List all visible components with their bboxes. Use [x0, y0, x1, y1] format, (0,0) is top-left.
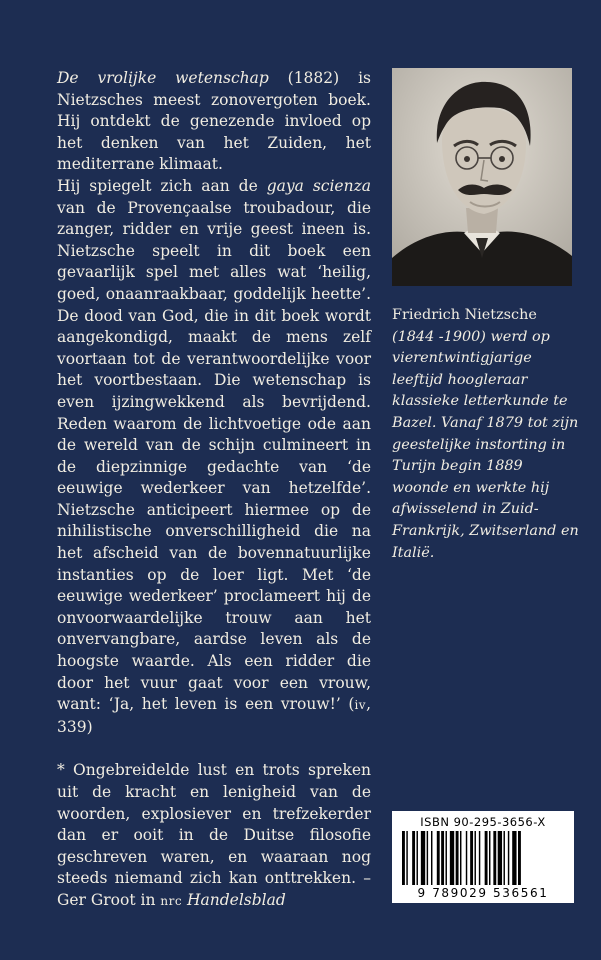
- barcode-bar: [427, 831, 428, 885]
- barcode-bar: [437, 831, 440, 885]
- barcode-bar: [431, 831, 432, 885]
- barcode-bar: [460, 831, 461, 885]
- barcode-bar: [518, 831, 521, 885]
- intro-paragraph: De vrolijke wetenschap (1882) is Nietzsches meest zonovergoten boek. Hij ontdekt de genezende invloed op het denken van het Zuiden, het mediterrane klimaat.: [57, 69, 371, 174]
- barcode-bar: [470, 831, 473, 885]
- nietzsche-portrait: [392, 68, 572, 286]
- isbn-barcode: [392, 811, 574, 903]
- barcode-bar: [406, 831, 407, 885]
- barcode-bar: [504, 831, 505, 885]
- book-title: De vrolijke wetenschap: [57, 69, 269, 87]
- author-caption: [392, 305, 582, 564]
- author-name: Friedrich Nietzsche: [392, 307, 537, 323]
- press-quote: * Ongebreidelde lust en trots spreken uit de kracht en lenigheid van de woorden, explosiever en trefzekerder dan er ooit in de Duitse filosofie geschreven waren, en waaraan nog steeds niemand zich kan onttrekken. – Ger Groot in nrc Handelsblad: [57, 761, 371, 909]
- barcode-bar: [417, 831, 418, 885]
- barcode-bar: [412, 831, 415, 885]
- body-paragraph: Hij spiegelt zich aan de gaya scienza van de Provençaalse troubadour, die zanger, ridder en vrije geest ineen is. Nietzsche speelt in dit boek een gevaarlijk spel met alles wat ‘heilig, goed, onaanraakbaar, goddelijk heette’. De dood van God, die in dit boek wordt aangekondigd, maakt de mens zelf voortaan tot de verantwoordelijke voor het voortbestaan. Die wetenschap is even ijzingwekkend als bevrijdend. Reden waarom de lichtvoetige ode aan de wereld van de schijn culmineert in de diepzinnige gedachte van ‘de eeuwige wederkeer van hetzelfde’. Nietzsche anticipeert hiermee op de nihilistische onverschilligheid die na het afscheid van de bovennatuurlijke instanties op de loer ligt. Met ‘de eeuwige wederkeer’ proclameert hij de onvoorwaardelijke trouw aan het onvervangbare, aardse leven als de hoogste waarde. Als een ridder die door het vuur gaat voor een vrouw, want: ‘Ja, het leven is een vrouw!’ (iv, 339): [57, 176, 371, 736]
- barcode-bar: [498, 831, 502, 885]
- barcode-bar: [402, 831, 405, 885]
- barcode-bar: [493, 831, 496, 885]
- isbn-label: ISBN 90-295-3656-X: [420, 815, 546, 829]
- barcode-bar: [489, 831, 490, 885]
- barcode-bar: [466, 831, 467, 885]
- barcode-bar: [450, 831, 454, 885]
- barcode-bars: [400, 831, 566, 885]
- barcode-bar: [421, 831, 425, 885]
- barcode-bar: [508, 831, 509, 885]
- barcode-bar: [479, 831, 480, 885]
- barcode-bar: [475, 831, 476, 885]
- ean-number: 9 789029 536561: [417, 886, 549, 900]
- barcode-bar: [512, 831, 516, 885]
- barcode-bar: [456, 831, 459, 885]
- author-bio: (1844 -1900) werd op vierentwintigjarige leeftijd hoogleraar klassieke letterkunde te Bazel. Vanaf 1879 tot zijn geestelijke instorting in Turijn begin 1889 woonde en werkte hij afwisselend in Zuid-Frankrijk, Zwitserland en Italië.: [392, 328, 579, 561]
- barcode-bar: [441, 831, 444, 885]
- barcode-bar: [446, 831, 447, 885]
- barcode-bar: [485, 831, 488, 885]
- back-cover-text: [57, 68, 371, 913]
